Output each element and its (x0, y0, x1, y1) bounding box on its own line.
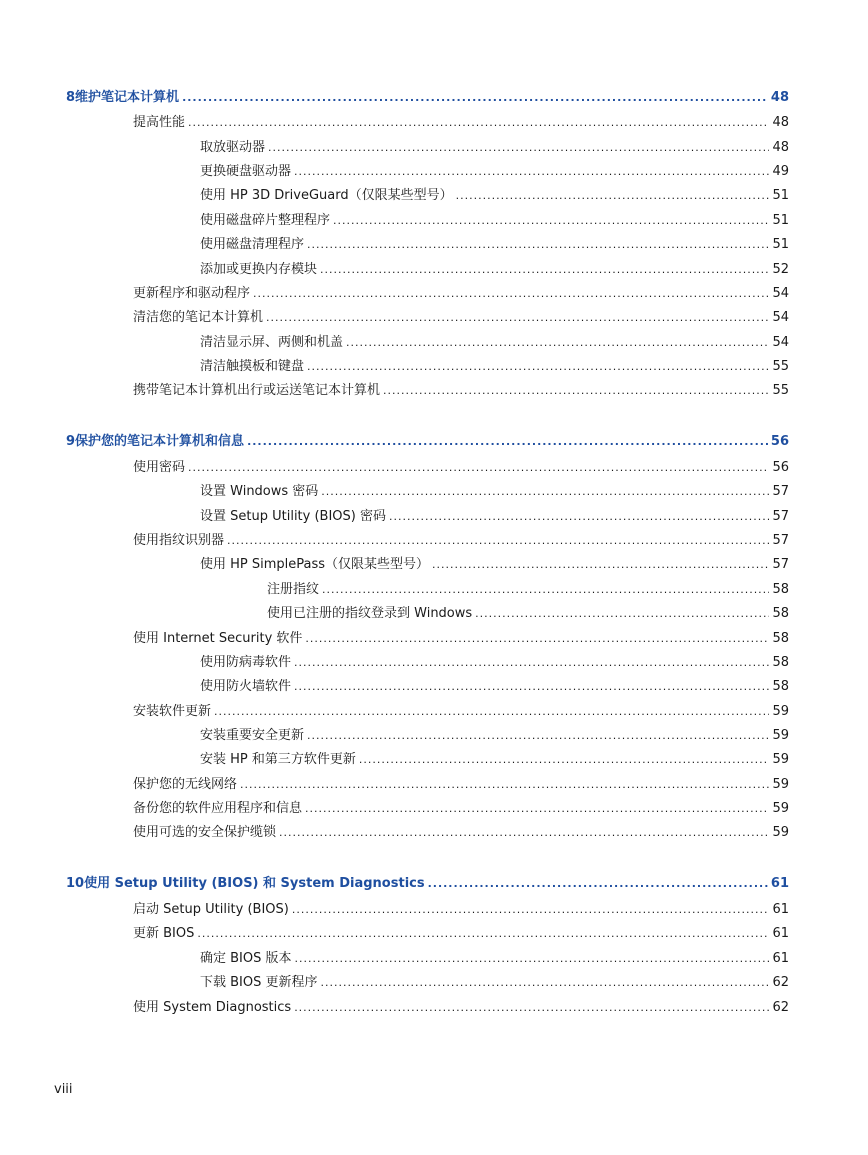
entry-title: 使用 Internet Security 软件 (133, 631, 303, 646)
entry-title: 启动 Setup Utility (BIOS) (133, 902, 289, 917)
toc-entry[interactable] (200, 484, 789, 500)
entry-page-number: 55 (772, 359, 789, 374)
toc-entry[interactable] (200, 335, 789, 351)
entry-page-number: 57 (772, 557, 789, 572)
dot-leader (475, 606, 769, 622)
entry-title: 使用磁盘碎片整理程序 (200, 213, 331, 228)
dot-leader (305, 631, 769, 647)
entry-page-number: 51 (772, 188, 789, 203)
entry-page-number: 61 (772, 902, 789, 917)
entry-title: 保护您的笔记本计算机和信息 (75, 434, 245, 449)
entry-title: 使用磁盘清理程序 (200, 237, 305, 252)
entry-page-number: 58 (772, 582, 789, 597)
toc-entry[interactable] (133, 704, 789, 720)
dot-leader (428, 876, 768, 892)
toc-entry[interactable] (200, 557, 789, 573)
dot-leader (333, 213, 769, 229)
entry-title: 注册指纹 (267, 582, 320, 597)
toc-entry[interactable] (133, 1000, 789, 1016)
toc-chapter-entry[interactable] (66, 876, 789, 892)
entry-title: 维护笔记本计算机 (75, 90, 180, 105)
entry-title: 使用防火墙软件 (200, 679, 292, 694)
entry-title: 使用可选的安全保护缆锁 (133, 825, 277, 840)
toc-entry[interactable] (200, 237, 789, 253)
entry-title: 使用防病毒软件 (200, 655, 292, 670)
entry-title: 更换硬盘驱动器 (200, 164, 292, 179)
page-number-footer: viii (54, 1082, 73, 1097)
entry-title: 使用 HP SimplePass（仅限某些型号） (200, 557, 430, 572)
toc-chapter-entry[interactable] (66, 434, 789, 450)
dot-leader (322, 582, 769, 598)
dot-leader (188, 115, 769, 131)
toc-entry[interactable] (200, 188, 789, 204)
dot-leader (320, 262, 769, 278)
dot-leader (307, 237, 769, 253)
entry-page-number: 48 (772, 140, 789, 155)
entry-title: 更新 BIOS (133, 926, 195, 941)
dot-leader (359, 752, 770, 768)
chapter-number: 9 (66, 434, 76, 449)
dot-leader (294, 679, 769, 695)
entry-title: 设置 Windows 密码 (200, 484, 319, 499)
dot-leader (432, 557, 769, 573)
toc-entry[interactable] (200, 213, 789, 229)
entry-title: 使用已注册的指纹登录到 Windows (267, 606, 473, 621)
toc-entry[interactable] (200, 975, 789, 991)
toc-entry[interactable] (133, 115, 789, 131)
dot-leader (456, 188, 770, 204)
dot-leader (240, 777, 769, 793)
entry-page-number: 58 (772, 679, 789, 694)
dot-leader (294, 1000, 769, 1016)
entry-title: 使用指纹识别器 (133, 533, 225, 548)
dot-leader (292, 902, 770, 918)
entry-page-number: 62 (772, 975, 789, 990)
dot-leader (305, 801, 769, 817)
entry-page-number: 54 (772, 335, 789, 350)
entry-page-number: 57 (772, 484, 789, 499)
dot-leader (307, 728, 769, 744)
entry-page-number: 59 (772, 752, 789, 767)
entry-title: 使用 HP 3D DriveGuard（仅限某些型号） (200, 188, 453, 203)
dot-leader (247, 434, 768, 450)
entry-page-number: 62 (772, 1000, 789, 1015)
dot-leader (266, 310, 769, 326)
entry-title: 清洁触摸板和键盘 (200, 359, 305, 374)
dot-leader (182, 90, 768, 106)
dot-leader (268, 140, 769, 156)
entry-page-number: 52 (772, 262, 789, 277)
toc-chapter-entry[interactable] (66, 90, 789, 106)
entry-page-number: 49 (772, 164, 789, 179)
dot-leader (214, 704, 769, 720)
toc-entry[interactable] (200, 262, 789, 278)
entry-title: 使用 System Diagnostics (133, 1000, 292, 1015)
entry-title: 更新程序和驱动程序 (133, 286, 251, 301)
entry-page-number: 54 (772, 310, 789, 325)
entry-title: 携带笔记本计算机出行或运送笔记本计算机 (133, 383, 381, 398)
entry-page-number: 59 (772, 777, 789, 792)
entry-page-number: 57 (772, 533, 789, 548)
toc-entry[interactable] (200, 679, 789, 695)
dot-leader (279, 825, 769, 841)
toc-entry[interactable] (133, 902, 789, 918)
entry-title: 提高性能 (133, 115, 186, 130)
entry-page-number: 59 (772, 801, 789, 816)
toc-entry[interactable] (133, 286, 789, 302)
toc-entry[interactable] (200, 164, 789, 180)
entry-page-number: 58 (772, 631, 789, 646)
entry-title: 清洁显示屏、两侧和机盖 (200, 335, 344, 350)
entry-page-number: 61 (770, 876, 789, 891)
entry-title: 安装软件更新 (133, 704, 212, 719)
entry-title: 安装 HP 和第三方软件更新 (200, 752, 356, 767)
toc-entry[interactable] (200, 951, 789, 967)
entry-title: 使用 Setup Utility (BIOS) 和 System Diagnostics (84, 876, 425, 891)
entry-page-number: 56 (772, 460, 789, 475)
dot-leader (389, 509, 769, 525)
entry-page-number: 55 (772, 383, 789, 398)
dot-leader (321, 975, 770, 991)
toc-entry[interactable] (133, 310, 789, 326)
entry-page-number: 59 (772, 704, 789, 719)
entry-page-number: 56 (770, 434, 789, 449)
toc-entry[interactable] (200, 655, 789, 671)
dot-leader (321, 484, 769, 500)
toc-entry[interactable] (133, 631, 789, 647)
entry-title: 使用密码 (133, 460, 186, 475)
entry-title: 取放驱动器 (200, 140, 266, 155)
entry-page-number: 48 (770, 90, 789, 105)
chapter-number: 10 (66, 876, 85, 891)
entry-title: 确定 BIOS 版本 (200, 951, 292, 966)
toc-entry[interactable] (133, 460, 789, 476)
toc-entry[interactable] (133, 801, 789, 817)
entry-page-number: 59 (772, 728, 789, 743)
entry-page-number: 51 (772, 213, 789, 228)
toc-entry[interactable] (200, 140, 789, 156)
toc-entry[interactable] (200, 728, 789, 744)
entry-page-number: 58 (772, 655, 789, 670)
chapter-number: 8 (66, 90, 76, 105)
entry-page-number: 48 (772, 115, 789, 130)
entry-title: 下载 BIOS 更新程序 (200, 975, 318, 990)
entry-title: 添加或更换内存模块 (200, 262, 318, 277)
toc-entry[interactable] (133, 926, 789, 942)
toc-entry[interactable] (133, 825, 789, 841)
entry-page-number: 58 (772, 606, 789, 621)
dot-leader (227, 533, 769, 549)
entry-page-number: 54 (772, 286, 789, 301)
entry-page-number: 59 (772, 825, 789, 840)
entry-page-number: 61 (772, 951, 789, 966)
toc-entry[interactable] (200, 752, 789, 768)
toc-entry[interactable] (133, 533, 789, 549)
dot-leader (295, 951, 770, 967)
entry-title: 安装重要安全更新 (200, 728, 305, 743)
dot-leader (197, 926, 769, 942)
dot-leader (294, 164, 769, 180)
dot-leader (253, 286, 769, 302)
entry-title: 清洁您的笔记本计算机 (133, 310, 264, 325)
toc-entry[interactable] (133, 383, 789, 399)
entry-page-number: 61 (772, 926, 789, 941)
toc-entry[interactable] (267, 606, 789, 622)
entry-title: 设置 Setup Utility (BIOS) 密码 (200, 509, 386, 524)
entry-page-number: 57 (772, 509, 789, 524)
toc-entry[interactable] (133, 777, 789, 793)
dot-leader (383, 383, 769, 399)
dot-leader (188, 460, 769, 476)
dot-leader (346, 335, 769, 351)
entry-title: 备份您的软件应用程序和信息 (133, 801, 303, 816)
toc-entry[interactable] (200, 509, 789, 525)
toc-entry[interactable] (200, 359, 789, 375)
entry-title: 保护您的无线网络 (133, 777, 238, 792)
dot-leader (294, 655, 769, 671)
dot-leader (307, 359, 769, 375)
toc-entry[interactable] (267, 582, 789, 598)
entry-page-number: 51 (772, 237, 789, 252)
